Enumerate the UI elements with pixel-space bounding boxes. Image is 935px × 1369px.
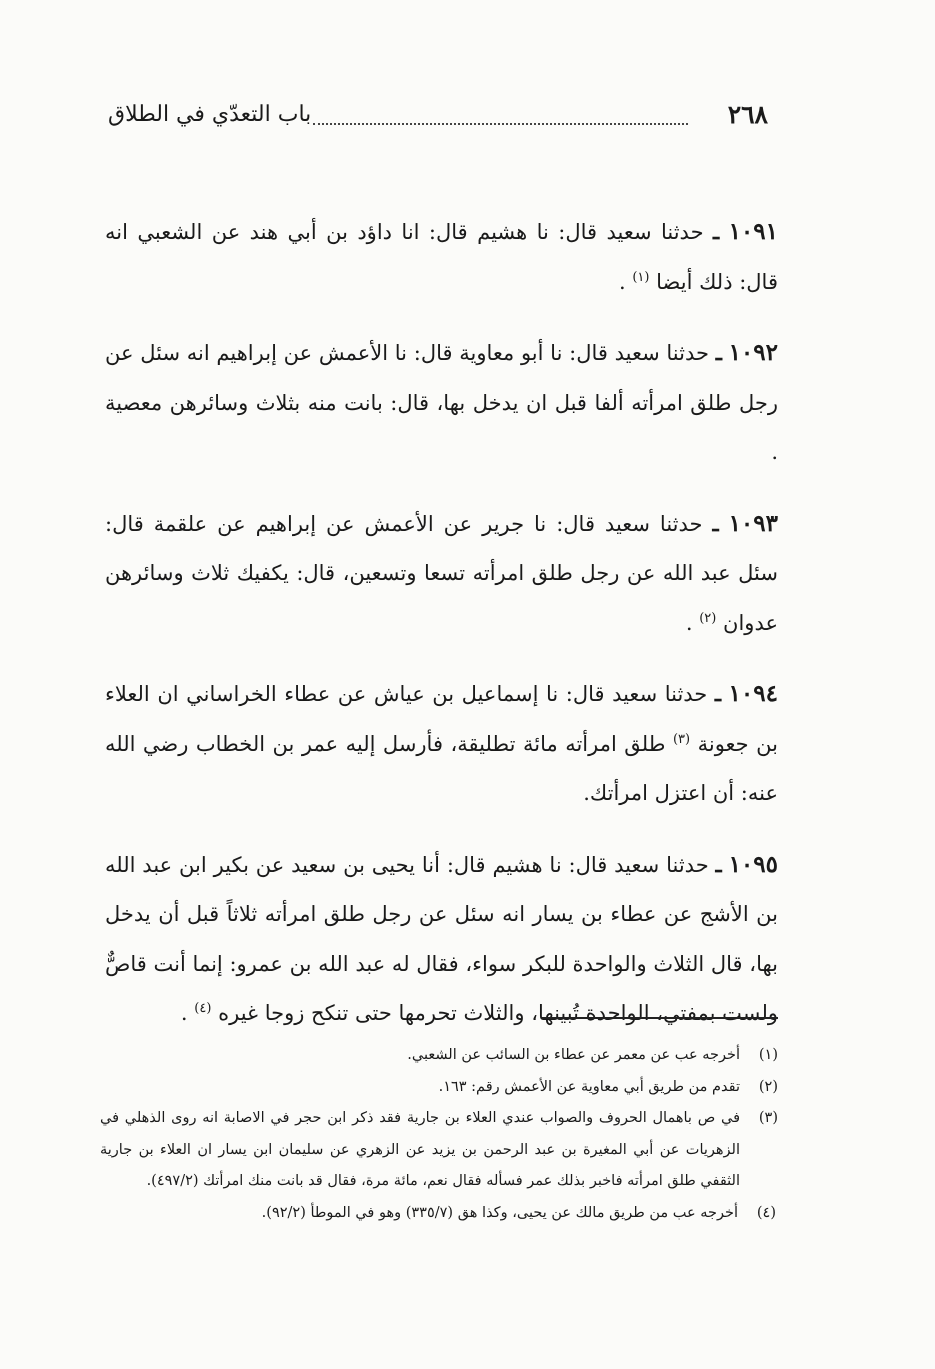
hadith-text: حدثنا سعيد قال: نا جرير عن الأعمش عن إبراهيم عن علقمة قال: سئل عبد الله عن رجل طلق امرأته تسعا وتسعين، قال: يكفيك ثلاث وسائرهن عدوان: [105, 511, 778, 635]
hadith-text: حدثنا سعيد قال: نا هشيم قال: أنا يحيى بن سعيد عن بكير ابن عبد الله بن الأشج عن عطاء بن يسار انه سئل عن رجل طلق امرأته ثلاثاً قبل أن يدخل بها، قال الثلاث والواحدة للبكر سواء، فقال له عبد الله بن عمرو: إنما أنت قاصٌّ ولست بمفتي، الواحدة تُبينها، والثلاث تحرمها حتى تنكح زوجا غيره: [105, 852, 778, 1025]
hadith-text: حدثنا سعيد قال: نا أبو معاوية قال: نا الأعمش عن إبراهيم انه سئل عن رجل طلق امرأته ألفا قبل ان يدخل بها، قال: بانت منه بثلاث وسائرهن معصية: [105, 341, 778, 415]
footnote-number: (١): [758, 1047, 778, 1063]
hadith-text: حدثنا سعيد قال: نا إسماعيل بن عياش عن عطاء الخراساني ان العلاء بن جعونة: [105, 682, 778, 756]
footnote-number: (٢): [758, 1078, 778, 1095]
footnote: [100, 1040, 778, 1072]
hadith-number: ١٠٩٥: [728, 850, 778, 878]
hadith-entry: ١٠٩٤ ـ حدثنا سعيد قال: نا إسماعيل بن عياش عن عطاء الخراساني ان العلاء بن جعونة $^{(٣)}$ طلق امرأته مائة تطليقة، فأرسل إليه عمر بن الخطاب رضي الله عنه: أن اعتزل امرأتك.: [105, 680, 778, 805]
hadith-entry: ١٠٩٥ ـ حدثنا سعيد قال: نا هشيم قال: أنا يحيى بن سعيد عن بكير ابن عبد الله بن الأشج عن عطاء بن يسار انه سئل عن رجل طلق امرأته ثلاثاً قبل أن يدخل بها، قال الثلاث والواحدة للبكر سواء، فقال له عبد الله بن عمرو: إنما أنت قاصٌّ ولست بمفتي، الواحدة تُبينها، والثلاث تحرمها حتى تنكح زوجا غيره $^{(٤)}$ .: [105, 850, 778, 1025]
page-number: ٢٦٨: [727, 100, 768, 129]
footnote-text: أخرجه عب عن معمر عن عطاء بن السائب عن الشعبي.: [407, 1047, 740, 1063]
hadith-entry: ١٠٩١ ـ حدثنا سعيد قال: نا هشيم قال: انا داؤد بن أبي هند عن الشعبي انه قال: ذلك أيضا $^{(١)}$ .: [105, 218, 778, 294]
footnote-number: (٤): [756, 1204, 776, 1221]
hadith-list: [105, 186, 778, 1053]
footnote-text: في ص باهمال الحروف والصواب عندي العلاء بن جارية فقد ذكر ابن حجر في الاصابة انه روى الذهلي في الزهريات عن أبي المغيرة بن عبد الرحمن بن يزيد عن الزهري عن سليمان ابن يسار ان العلاء بن جارية الثقفي طلق امرأته فاخبر بذلك عمر فسأله فقال نعم، مائة مرة، فقال قد بانت منك امرأتك (٤٩٧/٢).: [100, 1110, 740, 1189]
running-title: باب التعدّي في الطلاق: [108, 102, 312, 127]
footnote-ref: (٢): [699, 610, 717, 626]
hadith-entry: ١٠٩٣ ـ حدثنا سعيد قال: نا جرير عن الأعمش عن إبراهيم عن علقمة قال: سئل عبد الله عن رجل طلق امرأته تسعا وتسعين، قال: يكفيك ثلاث وسائرهن عدوان $^{(٢)}$ .: [105, 509, 778, 635]
hadith-number: ١٠٩٤: [728, 680, 778, 707]
footnote-ref: (٤): [194, 1001, 212, 1016]
hadith-number: ١٠٩٣: [728, 509, 778, 537]
footnote: [100, 1103, 778, 1198]
footnote-number: (٣): [758, 1110, 778, 1126]
footnote-text: أخرجه عب من طريق مالك عن يحيى، وكذا هق (٣٣٥/٧) وهو في الموطأ (٩٢/٢).: [261, 1204, 738, 1221]
footnote: [100, 1198, 778, 1230]
footnotes: [100, 1040, 778, 1229]
page-header: [108, 100, 768, 140]
footnote-ref: (١): [632, 269, 650, 285]
header-dotted-leader: [313, 123, 688, 125]
footnote-ref: (٣): [672, 731, 691, 747]
hadith-text: حدثنا سعيد قال: نا هشيم قال: انا داؤد بن أبي هند عن الشعبي انه قال: ذلك أيضا: [105, 220, 778, 294]
hadith-number: ١٠٩٢: [728, 339, 778, 366]
hadith-number: ١٠٩١: [728, 218, 778, 245]
footnote: [100, 1072, 778, 1104]
hadith-text-continued: طلق امرأته مائة تطليقة، فأرسل إليه عمر بن الخطاب رضي الله عنه: أن اعتزل امرأتك.: [105, 731, 778, 805]
footnote-text: تقدم من طريق أبي معاوية عن الأعمش رقم: ١٦٣.: [438, 1078, 740, 1095]
hadith-entry: ١٠٩٢ ـ حدثنا سعيد قال: نا أبو معاوية قال: نا الأعمش عن إبراهيم انه سئل عن رجل طلق امرأته ألفا قبل ان يدخل بها، قال: بانت منه بثلاث وسائرهن معصية .: [105, 339, 778, 464]
footnote-separator: [542, 1017, 778, 1019]
